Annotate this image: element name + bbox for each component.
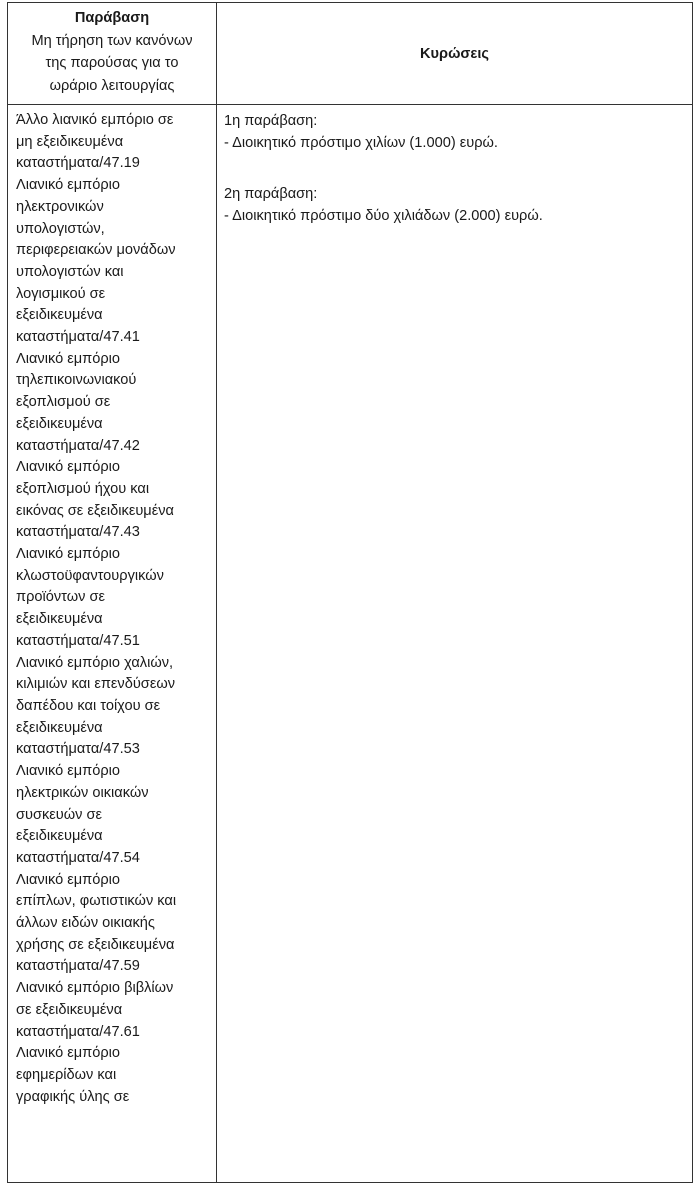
activity-line: καταστήματα/47.61 [16, 1023, 140, 1040]
violation-subtitle-line: ωράριο λειτουργίας [49, 77, 175, 94]
violation-header [8, 7, 216, 97]
activity-line: τηλεπικοινωνιακού [16, 372, 137, 389]
activity-line: καταστήματα/47.43 [16, 524, 140, 541]
violation-subtitle-line: της παρούσας για το [45, 55, 179, 72]
activity-line: καταστήματα/47.53 [16, 741, 140, 758]
violation-subtitle-line: Μη τήρηση των κανόνων [31, 32, 193, 49]
activity-line: χρήσης σε εξειδικευμένα [16, 936, 175, 953]
activity-line: ηλεκτρικών οικιακών [16, 784, 149, 801]
activity-line: γραφικής ύλης σε [16, 1088, 130, 1105]
activity-line: εξειδικευμένα [16, 415, 103, 432]
activity-line: εφημερίδων και [16, 1066, 117, 1083]
activity-line: εξοπλισμού σε [16, 394, 111, 411]
violation-title: Παράβαση [74, 10, 150, 26]
activity-line: Λιανικό εμπόριο βιβλίων [16, 980, 174, 997]
activity-line: εικόνας σε εξειδικευμένα [16, 502, 174, 519]
activity-line: σε εξειδικευμένα [16, 1001, 123, 1018]
activity-line: Λιανικό εμπόριο [16, 763, 121, 780]
activity-line: Λιανικό εμπόριο [16, 350, 121, 367]
activity-line: καταστήματα/47.41 [16, 329, 140, 346]
sanctions-header: Κυρώσεις [420, 46, 489, 62]
activity-line: εξειδικευμένα [16, 828, 103, 845]
activity-line: ηλεκτρονικών [16, 198, 104, 215]
activity-line: άλλων ειδών οικιακής [16, 915, 155, 932]
activity-line: κλωστοϋφαντουργικών [16, 567, 164, 584]
sanctions-cell [224, 110, 689, 227]
activity-line: Λιανικό εμπόριο [16, 871, 121, 888]
activity-line: καταστήματα/47.42 [16, 437, 140, 454]
activity-line: κιλιμιών και επενδύσεων [16, 676, 176, 693]
first-violation-text: - Διοικητικό πρόστιμο χιλίων (1.000) ευρώ. [224, 135, 498, 151]
activity-line: Λιανικό εμπόριο [16, 546, 121, 563]
activity-line: συσκευών σε [16, 806, 103, 823]
activity-line: Λιανικό εμπόριο [16, 1045, 121, 1062]
second-violation-label: 2η παράβαση: [224, 186, 318, 202]
activity-line: λογισμικού σε [16, 285, 106, 302]
activity-line: εξειδικευμένα [16, 611, 103, 628]
activity-line: Άλλο λιανικό εμπόριο σε [16, 112, 174, 128]
activity-line: επίπλων, φωτιστικών και [16, 893, 177, 910]
activity-line: εξειδικευμένα [16, 719, 103, 736]
activity-line: δαπέδου και τοίχου σε [16, 697, 161, 714]
activity-line: καταστήματα/47.19 [16, 155, 140, 172]
activity-line: καταστήματα/47.54 [16, 849, 140, 866]
activity-line: Λιανικό εμπόριο χαλιών, [16, 654, 174, 671]
activity-line: περιφερειακών μονάδων [16, 242, 176, 259]
activity-line: καταστήματα/47.51 [16, 632, 140, 649]
activity-line: υπολογιστών και [16, 263, 124, 280]
column-divider [216, 3, 217, 1182]
activity-line: υπολογιστών, [16, 220, 105, 237]
first-violation-label: 1η παράβαση: [224, 113, 318, 129]
activity-line: εξειδικευμένα [16, 307, 103, 324]
activity-line: μη εξειδικευμένα [16, 133, 124, 150]
activity-line: Λιανικό εμπόριο [16, 177, 121, 194]
activity-list [16, 110, 212, 1108]
activity-line: εξοπλισμού ήχου και [16, 480, 150, 497]
second-violation-text: - Διοικητικό πρόστιμο δύο χιλιάδων (2.000) ευρώ. [224, 208, 543, 224]
sanctions-table [7, 2, 693, 1183]
header-divider [8, 104, 692, 105]
activity-line: Λιανικό εμπόριο [16, 459, 121, 476]
activity-line: προϊόντων σε [16, 589, 105, 606]
activity-line: καταστήματα/47.59 [16, 958, 140, 975]
